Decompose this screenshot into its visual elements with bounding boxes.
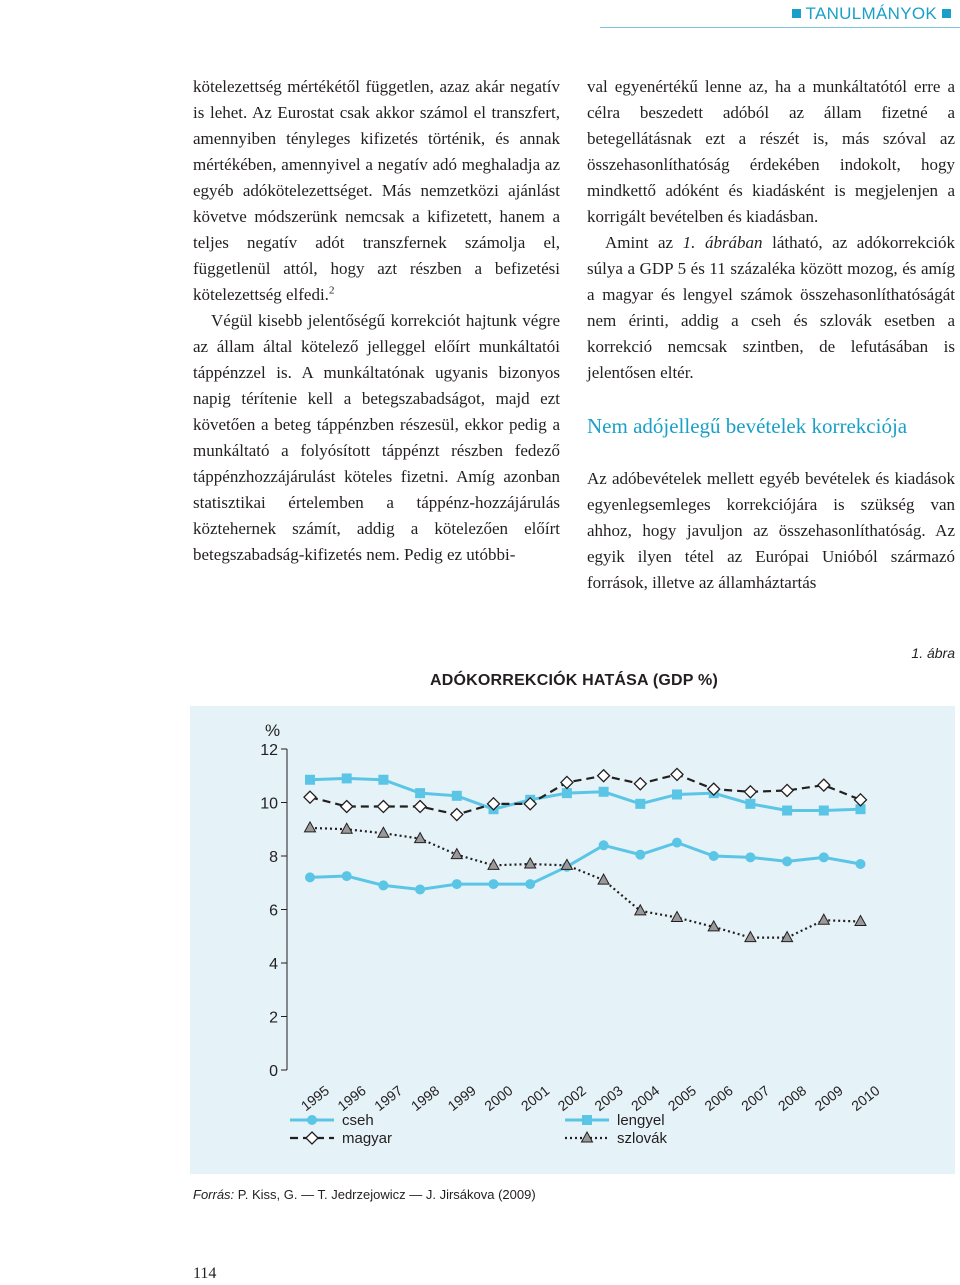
section-header [787,4,956,24]
data-point-cseh [526,880,535,889]
data-point-cseh [599,841,608,850]
x-tick-label: 1996 [334,1082,369,1114]
data-point-magyar [634,778,646,790]
series-line-cseh [310,843,861,890]
data-point-magyar [818,779,830,791]
figure-reference[interactable]: 1. ábrában [682,233,763,252]
section-title: Nem adójellegű bevételek korrekciója [587,414,908,438]
legend-label-magyar: magyar [342,1130,393,1147]
data-point-lengyel [342,774,351,783]
y-tick-label: 8 [269,849,278,866]
data-point-szlovák [672,912,683,922]
data-point-cseh [673,838,682,847]
figure-number: 1. ábra [911,645,955,661]
data-point-magyar [855,794,867,806]
data-point-lengyel [416,789,425,798]
right-text-column [587,74,955,596]
x-tick-label: 2000 [481,1082,516,1114]
x-tick-label: 2003 [591,1082,626,1114]
paragraph: Az adóbevételek mellett egyéb bevételek és kiadások egyenlegsemleges korrekciójára is szükség van ahhoz, hogy javuljon az összehasonlíthatóság. Az egyik ilyen tétel az Európai Unióból származó források, illetve az államháztartás [587,469,955,592]
x-tick-label: 2002 [554,1082,590,1114]
square-bullet-icon [942,9,951,18]
paragraph: Végül kisebb jelentőségű korrekciót hajtunk végre az állam által kötelező jelleggel előírt munkáltatói táppénzzel is. A munkáltatónak ugyanis bizonyos napig térítenie kell a betegszabadságot, majd ezt követően a beteg táppénzben részesül, ekkor pedig a munkáltató a folyósított táppénzt részben fedező táppénzhozzájárulást köteles fizetni. Amíg azonban statisztikai értelemben a táppénz-hozzájárulás köztehernek számít, addig a kötelezően előírt betegszabadság-kifizetés nem. Pedig ez utóbbi- [193,311,560,564]
data-point-cseh [746,853,755,862]
y-axis-label: % [265,721,281,740]
data-point-lengyel [673,790,682,799]
data-point-szlovák [341,823,352,833]
data-point-szlovák [378,827,389,837]
data-point-cseh [856,860,865,869]
data-point-cseh [636,850,645,859]
legend-label-szlovák: szlovák [617,1130,668,1147]
x-tick-label: 2010 [848,1082,883,1114]
data-point-magyar [304,791,316,803]
legend-marker-cseh [308,1116,317,1125]
header-rule [600,27,960,28]
data-point-magyar [598,770,610,782]
x-tick-label: 2004 [628,1082,663,1114]
data-point-lengyel [599,787,608,796]
paragraph [587,230,955,386]
series-line-szlovák [310,828,861,938]
data-point-lengyel [783,806,792,815]
data-point-magyar [414,801,426,813]
x-tick-label: 1998 [407,1082,443,1114]
x-tick-label: 2008 [774,1082,810,1114]
data-point-cseh [452,880,461,889]
data-point-magyar [561,776,573,788]
paragraph [193,74,560,308]
x-tick-label: 2005 [664,1082,700,1114]
paragraph-text: Amint az [605,233,683,252]
data-point-szlovák [745,932,756,942]
y-tick-label: 4 [269,956,278,973]
data-point-cseh [783,857,792,866]
data-point-lengyel [306,775,315,784]
data-point-magyar [671,768,683,780]
data-point-lengyel [819,806,828,815]
data-point-magyar [451,809,463,821]
y-tick-label: 2 [269,1009,278,1027]
data-point-cseh [819,853,828,862]
x-tick-label: 2001 [517,1082,553,1114]
data-point-lengyel [636,799,645,808]
left-text-column [193,74,560,568]
data-point-cseh [342,872,351,881]
data-point-cseh [306,873,315,882]
figure-title: ADÓKORREKCIÓK HATÁSA (GDP %) [430,672,718,689]
square-bullet-icon [792,9,801,18]
paragraph-text: kötelezettség mértékétől független, azaz akár negatív is lehet. Az Eurostat csak akkor számol el transzfert, amennyiben tényleges kifizetés történik, és annak mértékében, amennyivel a negatív adó meghaladja az egyéb adókötelezettséget. Más nemzetközi ajánlást követve módszerünk nemcsak a kifizetett, hanem a teljes negatív adót transzfernek számolja el, függetlenül attól, hogy azt részben a befizetési kötelezettség elfedi. [193,77,560,304]
data-point-szlovák [855,916,866,926]
paragraph-text: látható, az adókorrekciók súlya a GDP 5 és 11 százaléka között mozog, és amíg a magyar és lengyel számok összehasonlíthatóságát nem érinti, addig a cseh és szlovák esetben a korrekció nemcsak szintben, de lefutásában is jelentősen eltér. [587,233,955,382]
legend-marker-magyar [306,1132,318,1144]
chart-panel [190,706,955,1174]
source-label: Forrás: [193,1187,235,1202]
x-tick-label: 1999 [444,1082,479,1114]
data-point-szlovák [818,914,829,924]
data-point-cseh [416,885,425,894]
data-point-szlovák [305,822,316,832]
x-tick-label: 1995 [297,1082,333,1114]
data-point-cseh [379,881,388,890]
data-point-lengyel [562,789,571,798]
x-tick-label: 1997 [371,1082,406,1114]
data-point-magyar [744,786,756,798]
footnote-ref[interactable]: 2 [328,284,335,297]
x-tick-label: 2007 [738,1082,773,1114]
figure-source [193,1187,536,1202]
data-point-cseh [489,880,498,889]
y-tick-label: 10 [260,795,278,813]
data-point-magyar [341,801,353,813]
legend-marker-lengyel [583,1116,592,1125]
y-tick-label: 6 [269,902,278,920]
legend-label-lengyel: lengyel [617,1112,665,1129]
data-point-lengyel [379,775,388,784]
data-point-magyar [781,784,793,796]
data-point-szlovák [635,905,646,915]
y-tick-label: 12 [260,742,278,759]
legend-label-cseh: cseh [342,1112,374,1129]
x-tick-label: 2009 [811,1082,846,1114]
page-number: 114 [193,1265,217,1282]
data-point-szlovák [525,858,536,868]
source-text: P. Kiss, G. — T. Jedrzejowicz — J. Jirsákova (2009) [234,1187,536,1202]
x-tick-label: 2006 [701,1082,736,1114]
line-chart [190,706,955,1174]
data-point-magyar [377,801,389,813]
y-tick-label: 0 [269,1063,278,1080]
data-point-lengyel [452,791,461,800]
section-header-label: TANULMÁNYOK [805,4,937,23]
paragraph: val egyenértékű lenne az, ha a munkáltatótól erre a célra beszedett adóból az állam fizetné a betegellátásnak ezt a részét is, más szóval az összehasonlíthatóság érdekében indokolt, hogy mindkettő adóként és kiadásként is megjelenjen a korrigált bevételben és kiadásban. [587,77,955,226]
data-point-szlovák [598,874,609,884]
data-point-lengyel [746,799,755,808]
data-point-cseh [709,852,718,861]
